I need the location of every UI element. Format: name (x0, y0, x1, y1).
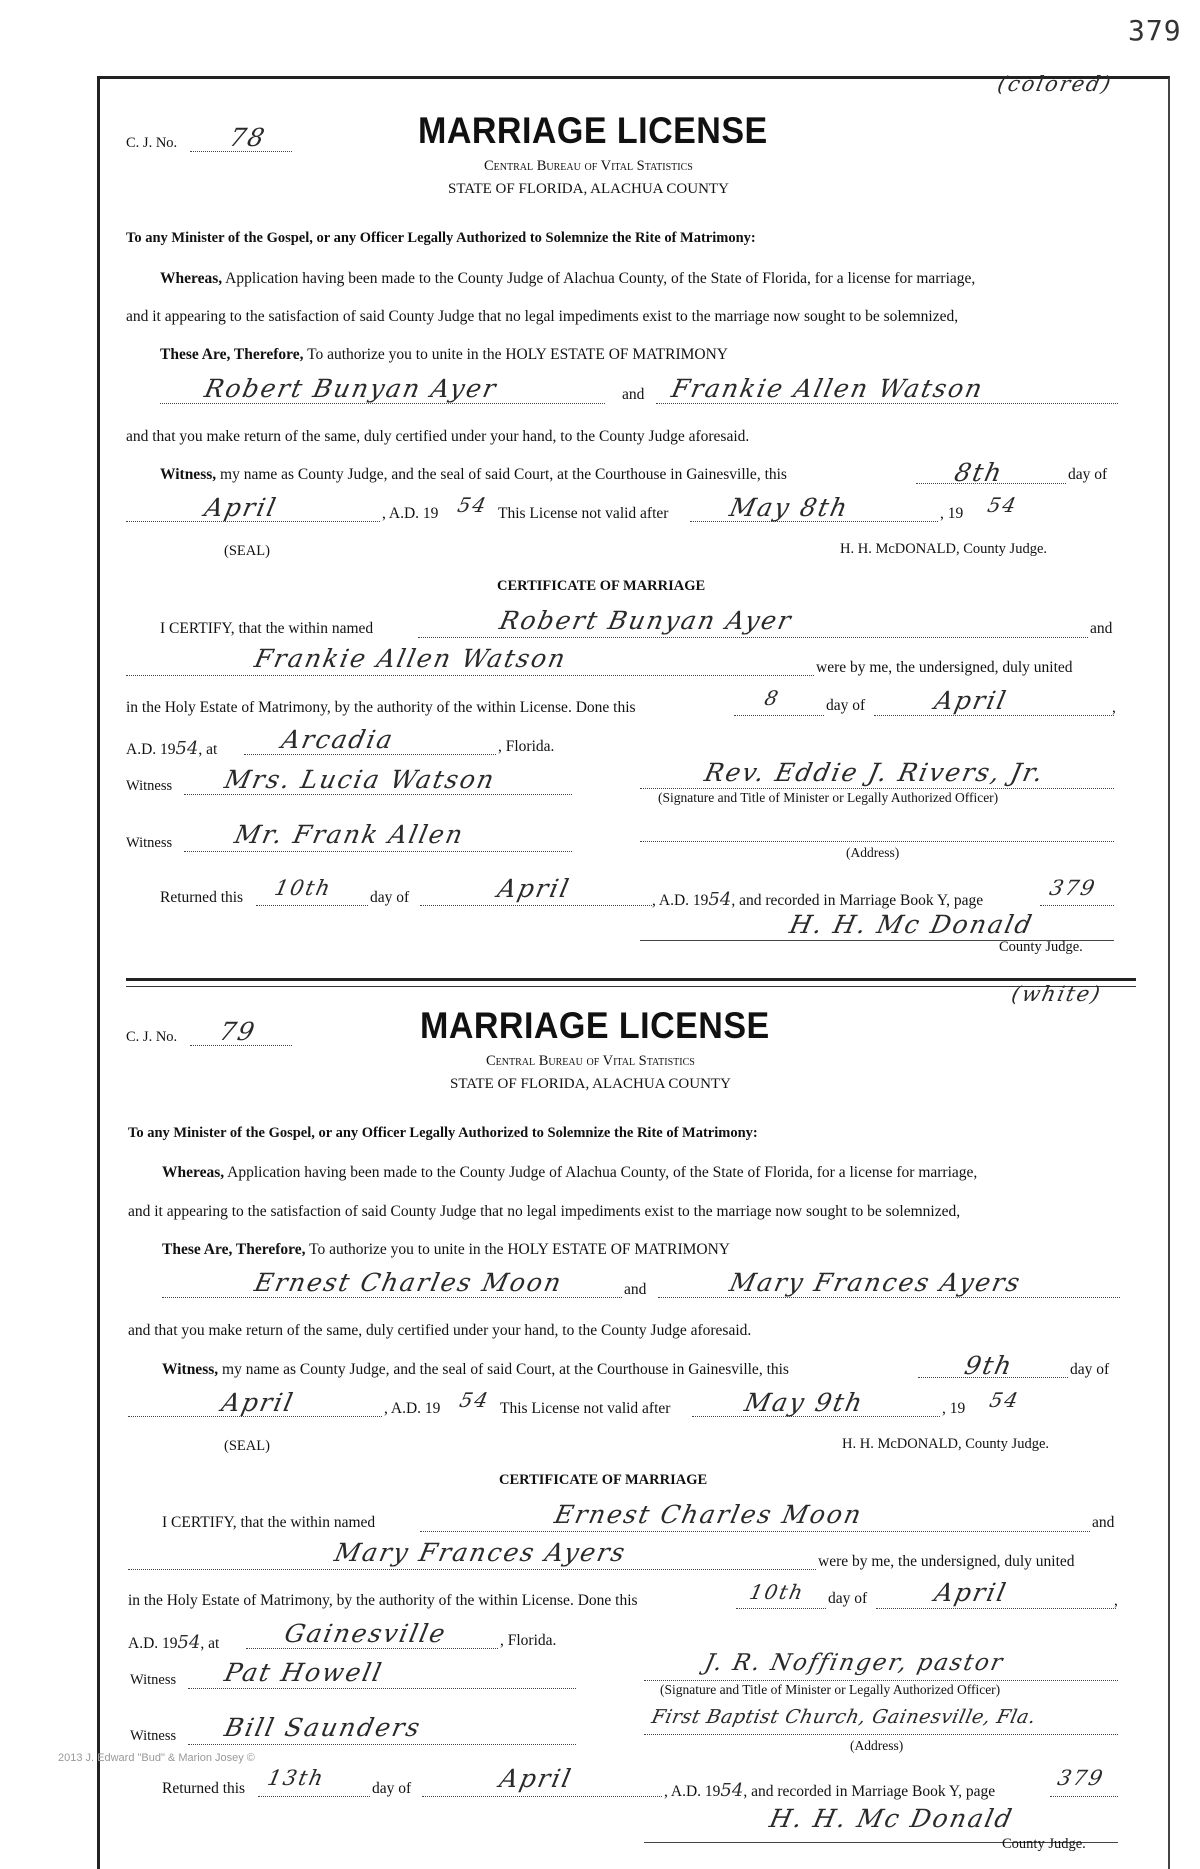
judge-name: H. H. McDONALD, County Judge. (842, 1436, 1050, 1452)
cert-groom-line (418, 637, 1088, 638)
certificate-title: CERTIFICATE OF MARRIAGE (499, 1472, 708, 1488)
not-valid-text: This License not valid after (500, 1400, 671, 1417)
returned-day-line (256, 905, 368, 906)
whereas-paragraph (162, 1164, 977, 1182)
expiry-year: 54 (987, 1388, 1023, 1412)
judge-signature: H. H. Mc Donald (786, 910, 1037, 939)
whereas-text: Application having been made to the County Judge of Alachua County, of the State of Florida, for a license for marriage, (227, 1164, 978, 1181)
these-lead: These Are, Therefore, (160, 346, 304, 363)
license-month: April (218, 1388, 298, 1417)
witness2-label: Witness (130, 1728, 177, 1744)
county-judge-label: County Judge. (999, 939, 1083, 955)
appearing-text: and it appearing to the satisfaction of said County Judge that no legal impediments exist to the marriage now sought to be solemnized, (128, 1203, 961, 1220)
expiry-ad: , 19 (942, 1400, 966, 1417)
cert-bride-name: Mary Frances Ayers (331, 1538, 630, 1567)
returned-month-line (422, 1796, 662, 1797)
cj-label: C. J. No. (126, 135, 178, 151)
holy-text: in the Holy Estate of Matrimony, by the authority of the within License. Done this (128, 1592, 638, 1609)
witness1-label: Witness (126, 778, 173, 794)
ad-text: , A.D. 19 (382, 505, 439, 522)
returned-year: 54 (720, 1780, 744, 1801)
witness1-line (184, 794, 572, 795)
witness1-name: Pat Howell (221, 1658, 386, 1687)
florida: , Florida. (498, 738, 555, 755)
witness1-label: Witness (130, 1672, 177, 1688)
cj-number: 78 (226, 123, 269, 152)
returned-day: 13th (265, 1766, 328, 1790)
returned-text: Returned this (160, 889, 244, 906)
license-month: April (201, 493, 281, 522)
seal: (SEAL) (224, 1438, 270, 1454)
judge-name: H. H. McDONALD, County Judge. (840, 541, 1048, 557)
bride-line (656, 403, 1118, 404)
witness2-name: Mr. Frank Allen (231, 820, 468, 849)
done-day-line (734, 715, 824, 716)
groom-name: Ernest Charles Moon (251, 1268, 566, 1297)
returned-text: Returned this (162, 1780, 246, 1797)
united-text: were by me, the undersigned, duly united (816, 659, 1073, 676)
certificate-title: CERTIFICATE OF MARRIAGE (497, 578, 706, 594)
license-title: MARRIAGE LICENSE (418, 110, 768, 151)
returned-ad (664, 1780, 995, 1801)
whereas-lead: Whereas, (162, 1164, 225, 1181)
place-line (246, 1648, 498, 1649)
ad-text: , A.D. 19 (384, 1400, 441, 1417)
done-month-line (874, 715, 1114, 716)
witness-lead: Witness, (162, 1361, 219, 1378)
license-year: 54 (455, 493, 491, 517)
signature-caption: (Signature and Title of Minister or Legally Authorized Officer) (658, 790, 999, 805)
at-word: , at (200, 1635, 220, 1652)
ad-prefix: A.D. 19 (128, 1635, 178, 1652)
expiry-ad: , 19 (940, 505, 964, 522)
returned-ad-prefix: , A.D. 19 (664, 1783, 721, 1800)
book-page-line (1040, 905, 1114, 906)
copyright-notice: 2013 J. Edward "Bud" & Marion Josey © (58, 1752, 255, 1764)
returned-year: 54 (708, 889, 732, 910)
done-ad (128, 1632, 219, 1653)
certify-text: I CERTIFY, that the within named (162, 1514, 376, 1531)
cj-label: C. J. No. (126, 1029, 178, 1045)
license-year: 54 (457, 1388, 493, 1412)
page-number: 379 (1128, 14, 1182, 47)
groom-name: Robert Bunyan Ayer (201, 374, 501, 403)
returned-day-line (258, 1796, 370, 1797)
day-of: day of (1068, 466, 1108, 483)
license-day: 9th (961, 1351, 1017, 1380)
returned-ad-prefix: , A.D. 19 (652, 892, 709, 909)
address-caption: (Address) (850, 1738, 904, 1753)
judge-signature: H. H. Mc Donald (766, 1804, 1017, 1833)
book-page: 379 (1047, 876, 1099, 900)
done-day: 8 (762, 686, 783, 710)
county-judge-label: County Judge. (1002, 1836, 1086, 1852)
not-valid-text: This License not valid after (498, 505, 669, 522)
address-line (644, 1734, 1118, 1735)
minister-line (644, 1680, 1118, 1681)
section-divider (126, 978, 1136, 987)
cert-groom-name: Ernest Charles Moon (551, 1500, 866, 1529)
minister-line (640, 788, 1114, 789)
state-county: STATE OF FLORIDA, ALACHUA COUNTY (448, 181, 729, 197)
witness-text: my name as County Judge, and the seal of said Court, at the Courthouse in Gainesville, this (222, 1361, 789, 1378)
done-day-of: day of (826, 697, 866, 714)
cj-number: 79 (216, 1017, 259, 1046)
race-note: (white) (1009, 982, 1105, 1006)
witness2-line (184, 851, 572, 852)
returned-day: 10th (272, 876, 335, 900)
authorize-paragraph (162, 1241, 730, 1259)
comma: , (1114, 1592, 1118, 1609)
address: First Baptist Church, Gainesville, Fla. (649, 1706, 1038, 1728)
recorded-text: , and recorded in Marriage Book Y, page (731, 892, 984, 909)
return-text: and that you make return of the same, duly certified under your hand, to the County Judge aforesaid. (126, 428, 750, 445)
done-ad (126, 738, 217, 759)
these-text: To authorize you to unite in the HOLY ESTATE OF MATRIMONY (309, 1241, 731, 1258)
groom-line (162, 1297, 622, 1298)
address-line (640, 841, 1114, 842)
witness1-name: Mrs. Lucia Watson (221, 765, 499, 794)
and-word: and (624, 1281, 647, 1298)
done-day: 10th (747, 1580, 807, 1604)
return-text: and that you make return of the same, duly certified under your hand, to the County Judge aforesaid. (128, 1322, 752, 1339)
and-word: and (622, 386, 645, 403)
authorize-paragraph (160, 346, 728, 364)
license-title: MARRIAGE LICENSE (420, 1005, 770, 1046)
cert-bride-name: Frankie Allen Watson (251, 644, 570, 673)
at-word: , at (198, 741, 218, 758)
returned-day-of: day of (370, 889, 410, 906)
cert-and: and (1090, 620, 1113, 637)
salutation: To any Minister of the Gospel, or any Officer Legally Authorized to Solemnize the Rite of Matrimony: (126, 230, 756, 246)
done-year: 54 (177, 1632, 201, 1653)
witness-paragraph (162, 1361, 789, 1379)
witness2-name: Bill Saunders (221, 1713, 425, 1742)
whereas-text: Application having been made to the County Judge of Alachua County, of the State of Florida, for a license for marriage, (225, 270, 976, 287)
state-county: STATE OF FLORIDA, ALACHUA COUNTY (450, 1076, 731, 1092)
returned-month: April (496, 1764, 576, 1793)
cert-bride-line (126, 675, 814, 676)
signature-caption: (Signature and Title of Minister or Legally Authorized Officer) (660, 1682, 1001, 1697)
florida: , Florida. (500, 1632, 557, 1649)
place: Arcadia (278, 725, 397, 754)
bride-name: Mary Frances Ayers (726, 1268, 1025, 1297)
united-text: were by me, the undersigned, duly united (818, 1553, 1075, 1570)
cert-bride-line (128, 1569, 816, 1570)
witness1-line (188, 1688, 576, 1689)
done-month: April (931, 1578, 1011, 1607)
seal: (SEAL) (224, 543, 270, 559)
done-month: April (931, 686, 1011, 715)
race-note: (colored) (995, 72, 1115, 96)
day-of: day of (1070, 1361, 1110, 1378)
expiry-date: May 8th (726, 493, 852, 522)
expiry-date: May 9th (741, 1388, 867, 1417)
these-text: To authorize you to unite in the HOLY ESTATE OF MATRIMONY (307, 346, 729, 363)
license-day: 8th (951, 458, 1007, 487)
place: Gainesville (281, 1619, 450, 1648)
cert-groom-name: Robert Bunyan Ayer (496, 606, 796, 635)
place-line (244, 754, 496, 755)
minister-signature: Rev. Eddie J. Rivers, Jr. (701, 758, 1048, 787)
expiry-year: 54 (985, 493, 1021, 517)
ad-prefix: A.D. 19 (126, 741, 176, 758)
witness-lead: Witness, (160, 466, 217, 483)
bureau-name: Central Bureau of Vital Statistics (484, 158, 693, 174)
done-day-line (736, 1608, 826, 1609)
cert-and: and (1092, 1514, 1115, 1531)
groom-line (160, 403, 605, 404)
recorded-text: , and recorded in Marriage Book Y, page (743, 1783, 996, 1800)
whereas-paragraph (160, 270, 975, 288)
witness2-label: Witness (126, 835, 173, 851)
minister-signature: J. R. Noffinger, pastor (702, 1650, 1007, 1676)
salutation: To any Minister of the Gospel, or any Officer Legally Authorized to Solemnize the Rite of Matrimony: (128, 1125, 758, 1141)
returned-month: April (494, 874, 574, 903)
bride-line (658, 1297, 1120, 1298)
cert-groom-line (420, 1531, 1090, 1532)
returned-month-line (420, 905, 652, 906)
these-lead: These Are, Therefore, (162, 1241, 306, 1258)
certify-text: I CERTIFY, that the within named (160, 620, 374, 637)
done-year: 54 (175, 738, 199, 759)
bureau-name: Central Bureau of Vital Statistics (486, 1053, 695, 1069)
returned-ad (652, 889, 983, 910)
witness2-line (188, 1744, 576, 1745)
bride-name: Frankie Allen Watson (668, 374, 987, 403)
done-month-line (876, 1608, 1116, 1609)
whereas-lead: Whereas, (160, 270, 223, 287)
appearing-text: and it appearing to the satisfaction of said County Judge that no legal impediments exist to the marriage now sought to be solemnized, (126, 308, 959, 325)
address-caption: (Address) (846, 845, 900, 860)
comma: , (1112, 699, 1116, 716)
book-page-line (1050, 1796, 1118, 1797)
witness-text: my name as County Judge, and the seal of said Court, at the Courthouse in Gainesville, this (220, 466, 787, 483)
returned-day-of: day of (372, 1780, 412, 1797)
witness-paragraph (160, 466, 787, 484)
done-day-of: day of (828, 1590, 868, 1607)
holy-text: in the Holy Estate of Matrimony, by the authority of the within License. Done this (126, 699, 636, 716)
book-page: 379 (1055, 1766, 1107, 1790)
